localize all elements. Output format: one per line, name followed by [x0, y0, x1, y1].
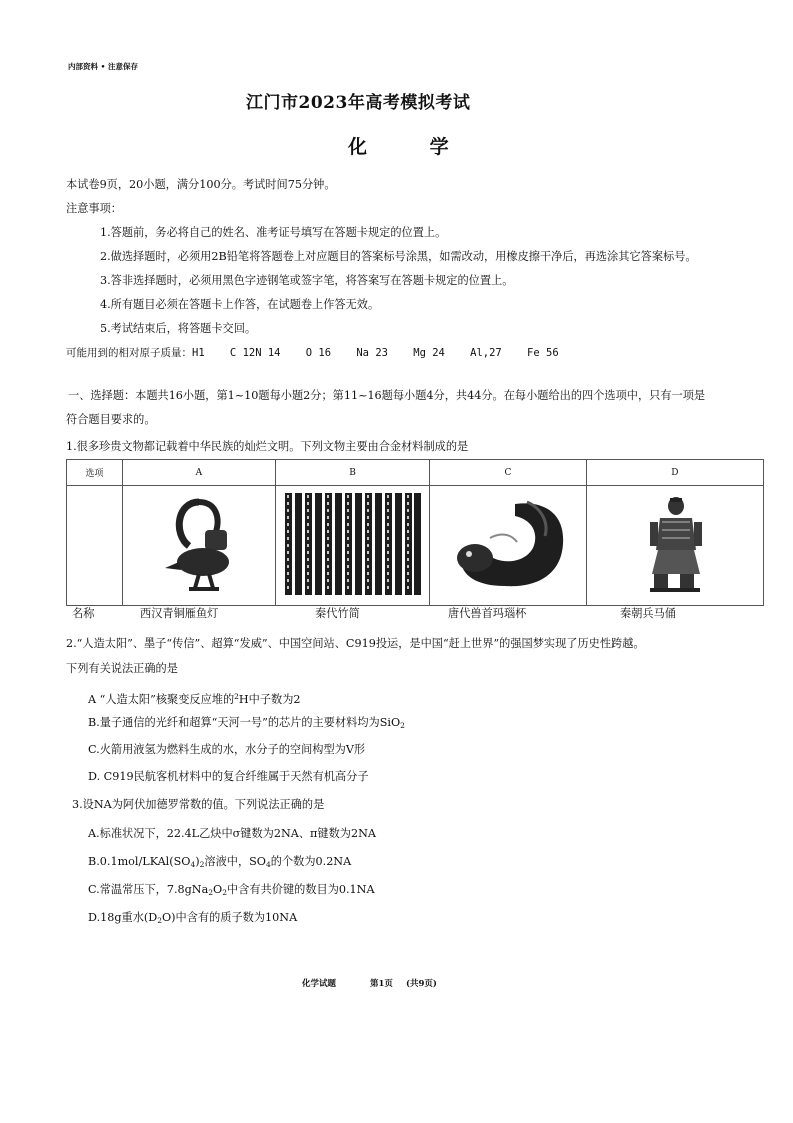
- question-3-option-b: $B.0.1mol/LKAl(SO_4)_2$溶液中，$SO_4$的个数为0.2NA: [88, 855, 352, 869]
- option-header-label: 选项: [67, 460, 123, 486]
- question-2-option-c: C.火箭用液氢为燃料生成的水，水分子的空间构型为V形: [88, 743, 366, 756]
- option-c-image-cell: [430, 486, 587, 606]
- notice-item-4: 4.所有题目必须在答题卡上作答，在试题卷上作答无效。: [100, 298, 380, 311]
- notice-item-2: 2.做选择题时，必须用2B铅笔将答题卷上对应题目的答案标号涂黑，如需改动，用橡皮擦干净后，再选涂其它答案标号。: [100, 250, 697, 263]
- question-2-stem-line2: 下列有关说法正确的是: [66, 662, 178, 675]
- bamboo-slips-image: [283, 491, 423, 597]
- footer-page-number: 第1页: [370, 979, 393, 989]
- section-instructions-line1: 一、选择题：本题共16小题，第1~10题每小题2分；第11~16题每小题4分，共44分。在每小题给出的四个选项中，只有一项是: [68, 389, 706, 402]
- question-1-stem: 1.很多珍贵文物都记载着中华民族的灿烂文明。下列文物主要由合金材料制成的是: [66, 440, 469, 453]
- question-1-options-table: [66, 459, 764, 606]
- question-3-option-c: C.常温常压下，$7.8gNa_2O_2$中含有共价键的数目为0.1NA: [88, 883, 375, 897]
- bronze-goose-fish-lamp-image: [159, 494, 239, 594]
- question-3-option-a: A.标准状况下，22.4L乙炔中σ键数为2NA、π键数为2NA: [88, 827, 376, 840]
- empty-cell: [67, 486, 123, 606]
- question-2-stem-line1: 2.“人造太阳”、墨子“传信”、超算“发威”、中国空间站、C919投运，是中国“赶上世界”的强国梦实现了历史性跨越。: [66, 637, 645, 650]
- option-d-image-cell: [586, 486, 763, 606]
- footer-subject: 化学试题: [302, 979, 337, 989]
- option-letter-a: A: [122, 460, 275, 486]
- confidential-note: 内部资料 • 注意保存: [68, 62, 139, 71]
- subject-title: 化 学: [348, 136, 477, 158]
- option-d-name: 秦朝兵马俑: [620, 607, 676, 620]
- terracotta-warrior-image: [640, 494, 710, 594]
- question-3-stem: 3.设NA为阿伏加德罗常数的值。下列说法正确的是: [72, 798, 325, 811]
- option-b-image-cell: [276, 486, 430, 606]
- notice-item-1: 1.答题前，务必将自己的姓名、准考证号填写在答题卡规定的位置上。: [100, 226, 447, 239]
- option-a-name: 西汉青铜雁鱼灯: [140, 607, 219, 620]
- atomic-mass-line: 可能用到的相对原子质量：H1 C 12N 14 O 16 Na 23 Mg 24 Al,27 Fe 56: [66, 347, 559, 359]
- agate-cup-image: [445, 494, 570, 594]
- notice-title: 注意事项：: [66, 202, 122, 215]
- exam-summary: 本试卷9页，20小题，满分100分。考试时间75分钟。: [66, 178, 336, 191]
- option-name-label: 名称: [72, 607, 95, 620]
- question-3-option-d: D.18g重水$(D_2O)$中含有的质子数为10NA: [88, 911, 298, 925]
- option-letter-b: B: [276, 460, 430, 486]
- option-letter-d: D: [586, 460, 763, 486]
- option-a-image-cell: [122, 486, 275, 606]
- question-2-option-d: D. C919民航客机材料中的复合纤维属于天然有机高分子: [88, 770, 369, 783]
- notice-item-5: 5.考试结束后，将答题卡交回。: [100, 322, 257, 335]
- notice-item-3: 3.答非选择题时，必须用黑色字迹钢笔或签字笔，将答案写在答题卡规定的位置上。: [100, 274, 514, 287]
- question-2-option-b: B.量子通信的光纤和超算“天河一号”的芯片的主要材料均为SiO$_2$: [88, 716, 405, 730]
- option-letter-c: C: [430, 460, 587, 486]
- section-instructions-line2: 符合题目要求的。: [66, 413, 156, 426]
- option-c-name: 唐代兽首玛瑙杯: [448, 607, 527, 620]
- footer-total-pages: (共9页): [406, 979, 437, 989]
- exam-title: 江门市2023年高考模拟考试: [246, 93, 471, 113]
- option-b-name: 秦代竹简: [315, 607, 360, 620]
- question-2-option-a: A “人造太阳”核聚变反应堆的$^2$H中子数为2: [88, 692, 301, 706]
